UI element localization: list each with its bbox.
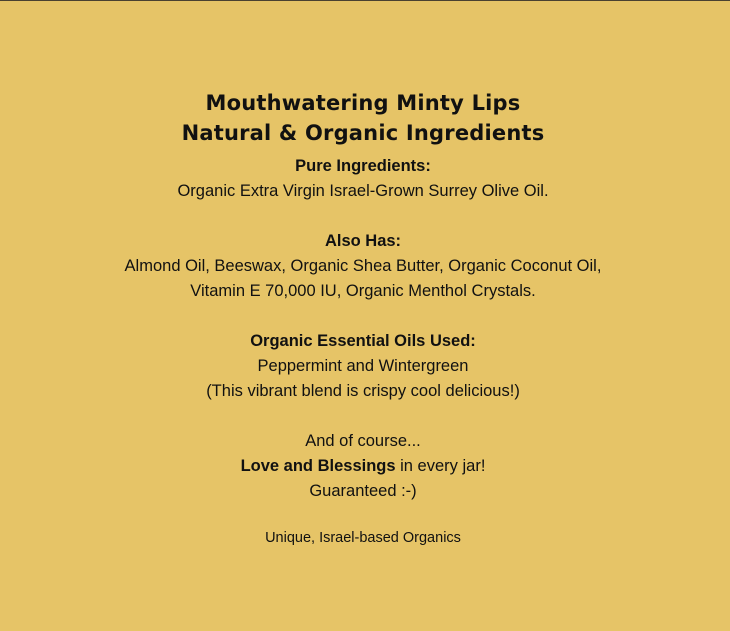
spacer [0, 504, 726, 528]
pure-ingredients-text: Organic Extra Virgin Israel-Grown Surrey Olive Oil. [177, 182, 549, 200]
spacer [0, 404, 726, 429]
essential-oils-heading: Organic Essential Oils Used: [250, 332, 476, 350]
closing-line-1: And of course... [305, 432, 421, 450]
pure-ingredients-section [0, 154, 726, 204]
also-has-heading: Also Has: [324, 232, 402, 250]
product-title [0, 88, 726, 148]
also-has-section [0, 229, 726, 304]
essential-oils-section [0, 329, 726, 404]
spacer [0, 304, 726, 329]
also-has-line-1: Almond Oil, Beeswax, Organic Shea Butter, Organic Coconut Oil, [124, 257, 602, 275]
ingredients-panel [0, 88, 726, 548]
title-line-1: Mouthwatering Minty Lips [205, 91, 521, 115]
essential-oils-line-1: Peppermint and Wintergreen [257, 357, 469, 375]
pure-ingredients-heading: Pure Ingredients: [295, 157, 431, 175]
closing-line-3: Guaranteed :-) [309, 482, 417, 500]
closing-line-2 [0, 454, 726, 479]
top-border [0, 0, 730, 1]
essential-oils-line-2: (This vibrant blend is crispy cool delicious!) [206, 382, 520, 400]
closing-section [0, 429, 726, 504]
in-every-jar-text: in every jar! [395, 457, 486, 475]
footer-tagline: Unique, Israel-based Organics [265, 530, 461, 546]
also-has-line-2: Vitamin E 70,000 IU, Organic Menthol Crystals. [190, 282, 536, 300]
love-and-blessings-text: Love and Blessings [240, 457, 396, 475]
spacer [0, 204, 726, 229]
title-line-2: Natural & Organic Ingredients [181, 121, 545, 145]
